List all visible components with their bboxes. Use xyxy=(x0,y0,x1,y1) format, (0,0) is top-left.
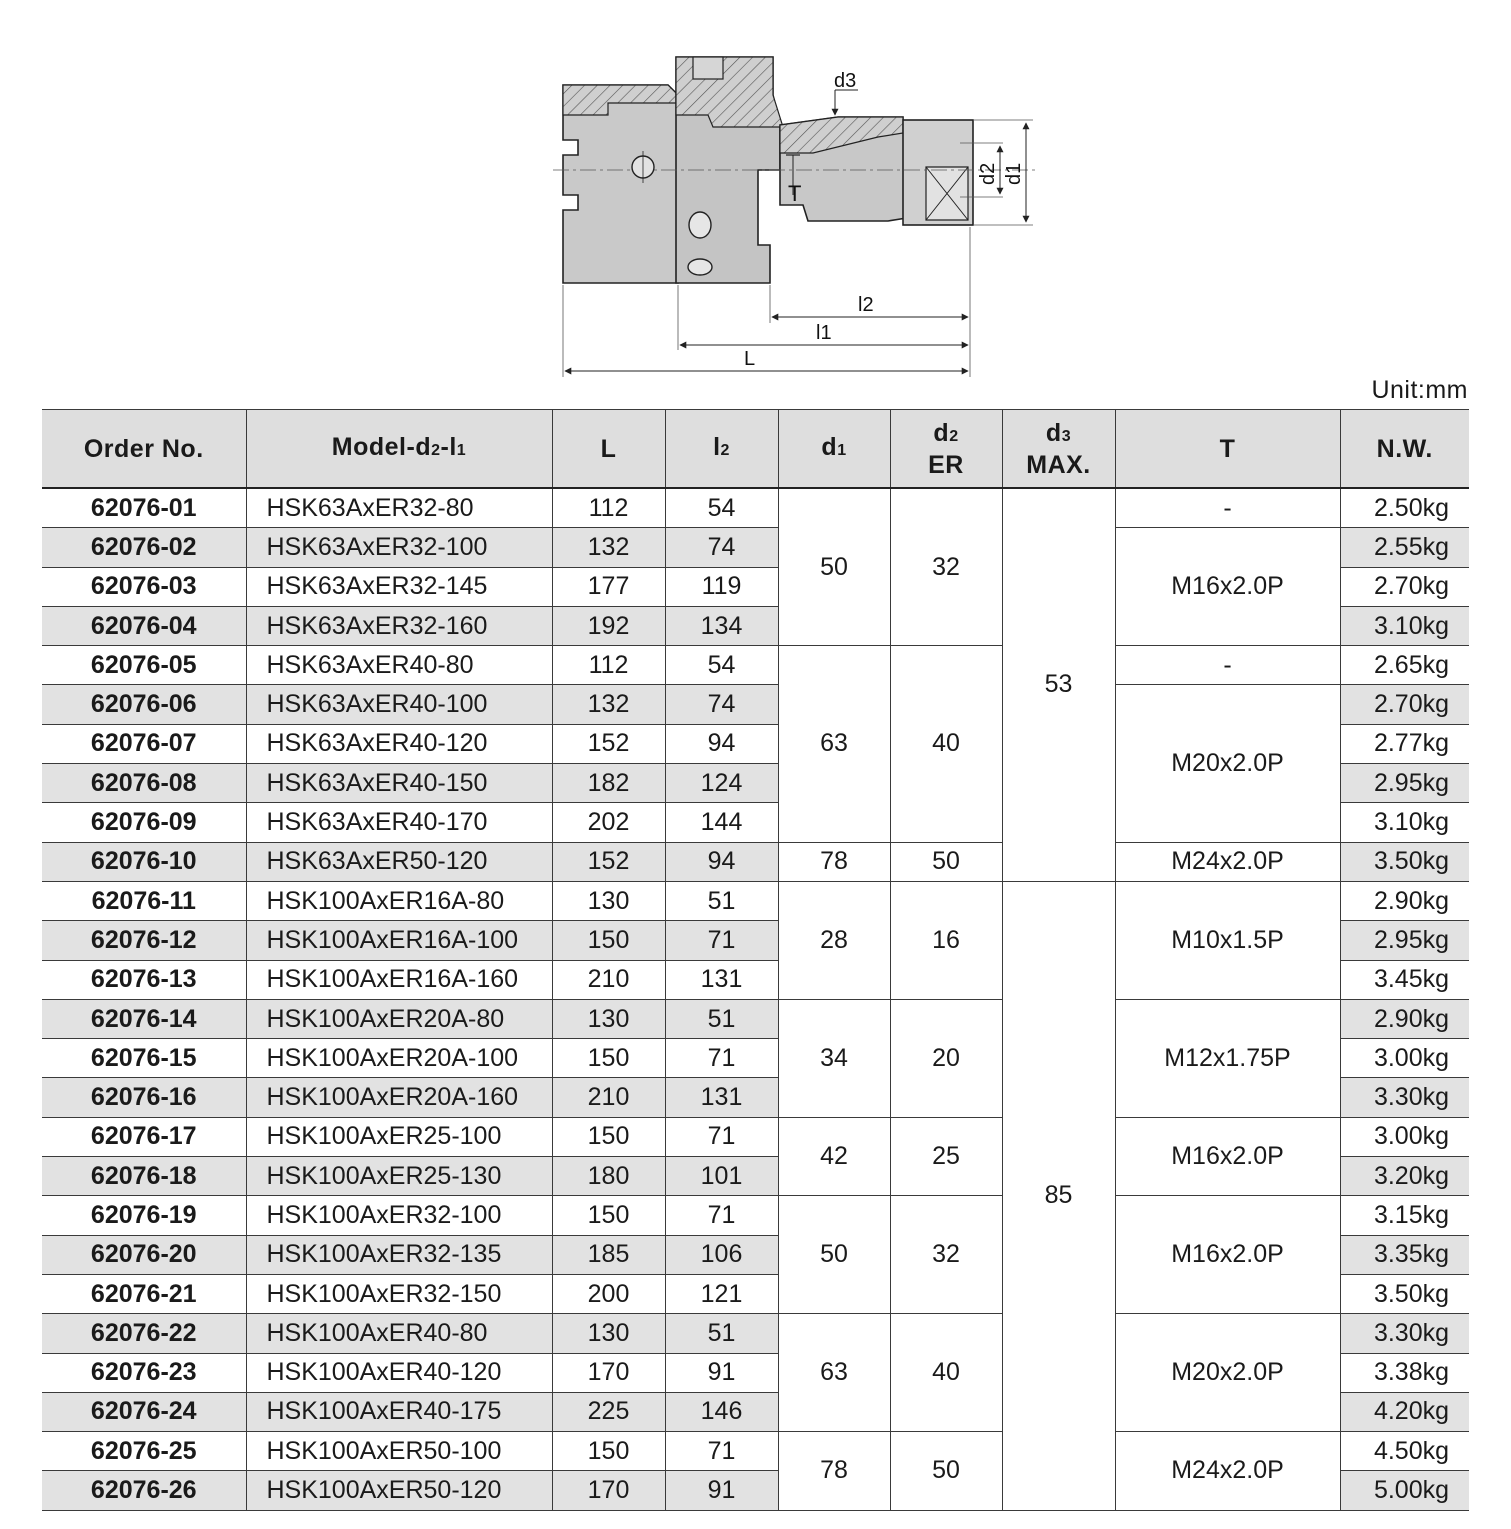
model-cell: HSK100AxER20A-80 xyxy=(246,999,552,1038)
d2-er-cell: 40 xyxy=(890,1314,1002,1432)
header-d3: d3 MAX. xyxy=(1002,410,1115,489)
l2-cell: 146 xyxy=(665,1392,778,1431)
header-l2: l2 xyxy=(665,410,778,489)
order-number-cell: 62076-08 xyxy=(42,764,246,803)
model-cell: HSK100AxER20A-160 xyxy=(246,1078,552,1117)
L-cell: 185 xyxy=(552,1235,665,1274)
L-cell: 170 xyxy=(552,1353,665,1392)
model-cell: HSK63AxER32-160 xyxy=(246,606,552,645)
L-cell: 130 xyxy=(552,999,665,1038)
model-cell: HSK63AxER40-120 xyxy=(246,724,552,763)
order-number-cell: 62076-19 xyxy=(42,1196,246,1235)
l2-cell: 91 xyxy=(665,1471,778,1510)
L-cell: 210 xyxy=(552,1078,665,1117)
table-header-row xyxy=(42,410,1469,489)
L-cell: 112 xyxy=(552,646,665,685)
l2-cell: 71 xyxy=(665,1432,778,1471)
l2-cell: 121 xyxy=(665,1274,778,1313)
net-weight-cell: 3.00kg xyxy=(1340,1039,1469,1078)
l2-cell: 131 xyxy=(665,960,778,999)
l2-cell: 71 xyxy=(665,1196,778,1235)
model-cell: HSK100AxER32-100 xyxy=(246,1196,552,1235)
header-model: Model-d2-l1 xyxy=(246,410,552,489)
model-cell: HSK100AxER50-120 xyxy=(246,1471,552,1510)
net-weight-cell: 3.30kg xyxy=(1340,1314,1469,1353)
order-number-cell: 62076-15 xyxy=(42,1039,246,1078)
order-number-cell: 62076-11 xyxy=(42,881,246,920)
thread-cell: M20x2.0P xyxy=(1115,1314,1340,1432)
net-weight-cell: 2.65kg xyxy=(1340,646,1469,685)
model-cell: HSK100AxER20A-100 xyxy=(246,1039,552,1078)
L-cell: 200 xyxy=(552,1274,665,1313)
model-cell: HSK63AxER40-100 xyxy=(246,685,552,724)
d3-max-cell: 85 xyxy=(1002,881,1115,1510)
table-row xyxy=(42,1117,1469,1156)
net-weight-cell: 2.55kg xyxy=(1340,528,1469,567)
L-cell: 150 xyxy=(552,1432,665,1471)
d1-cell: 34 xyxy=(778,999,890,1117)
L-cell: 152 xyxy=(552,842,665,881)
d1-cell: 63 xyxy=(778,1314,890,1432)
table-row xyxy=(42,646,1469,685)
L-cell: 152 xyxy=(552,724,665,763)
l2-cell: 131 xyxy=(665,1078,778,1117)
thread-cell: M16x2.0P xyxy=(1115,1196,1340,1314)
thread-cell: - xyxy=(1115,646,1340,685)
model-cell: HSK100AxER25-100 xyxy=(246,1117,552,1156)
l2-cell: 74 xyxy=(665,528,778,567)
model-cell: HSK100AxER16A-80 xyxy=(246,881,552,920)
order-number-cell: 62076-23 xyxy=(42,1353,246,1392)
L-cell: 150 xyxy=(552,921,665,960)
model-cell: HSK63AxER32-145 xyxy=(246,567,552,606)
l2-cell: 91 xyxy=(665,1353,778,1392)
thread-cell: M20x2.0P xyxy=(1115,685,1340,842)
order-number-cell: 62076-16 xyxy=(42,1078,246,1117)
thread-cell: M24x2.0P xyxy=(1115,1432,1340,1511)
L-cell: 132 xyxy=(552,685,665,724)
net-weight-cell: 3.50kg xyxy=(1340,842,1469,881)
d2-er-cell: 40 xyxy=(890,646,1002,842)
table-row xyxy=(42,488,1469,528)
model-cell: HSK63AxER32-80 xyxy=(246,488,552,528)
L-cell: 132 xyxy=(552,528,665,567)
table-row xyxy=(42,1314,1469,1353)
table-row xyxy=(42,685,1469,724)
l2-cell: 124 xyxy=(665,764,778,803)
net-weight-cell: 3.38kg xyxy=(1340,1353,1469,1392)
net-weight-cell: 4.50kg xyxy=(1340,1432,1469,1471)
model-cell: HSK100AxER25-130 xyxy=(246,1157,552,1196)
header-T: T xyxy=(1115,410,1340,489)
l2-cell: 119 xyxy=(665,567,778,606)
d1-cell: 78 xyxy=(778,842,890,881)
l2-cell: 71 xyxy=(665,921,778,960)
drawing-label-T: T xyxy=(788,181,802,206)
net-weight-cell: 3.30kg xyxy=(1340,1078,1469,1117)
drawing-label-L: L xyxy=(744,348,756,370)
l2-cell: 54 xyxy=(665,646,778,685)
L-cell: 210 xyxy=(552,960,665,999)
table-row xyxy=(42,999,1469,1038)
net-weight-cell: 3.20kg xyxy=(1340,1157,1469,1196)
order-number-cell: 62076-13 xyxy=(42,960,246,999)
l2-cell: 101 xyxy=(665,1157,778,1196)
d3-max-cell: 53 xyxy=(1002,488,1115,881)
L-cell: 182 xyxy=(552,764,665,803)
order-number-cell: 62076-26 xyxy=(42,1471,246,1510)
L-cell: 202 xyxy=(552,803,665,842)
net-weight-cell: 2.90kg xyxy=(1340,881,1469,920)
model-cell: HSK100AxER32-135 xyxy=(246,1235,552,1274)
net-weight-cell: 3.10kg xyxy=(1340,803,1469,842)
l2-cell: 51 xyxy=(665,1314,778,1353)
net-weight-cell: 2.95kg xyxy=(1340,921,1469,960)
order-number-cell: 62076-20 xyxy=(42,1235,246,1274)
thread-cell: M24x2.0P xyxy=(1115,842,1340,881)
order-number-cell: 62076-18 xyxy=(42,1157,246,1196)
l2-cell: 134 xyxy=(665,606,778,645)
order-number-cell: 62076-01 xyxy=(42,488,246,528)
d2-er-cell: 20 xyxy=(890,999,1002,1117)
spec-table xyxy=(42,409,1469,1511)
order-number-cell: 62076-24 xyxy=(42,1392,246,1431)
order-number-cell: 62076-12 xyxy=(42,921,246,960)
header-order-no: Order No. xyxy=(42,410,246,489)
order-number-cell: 62076-14 xyxy=(42,999,246,1038)
net-weight-cell: 3.45kg xyxy=(1340,960,1469,999)
net-weight-cell: 2.95kg xyxy=(1340,764,1469,803)
model-cell: HSK63AxER40-150 xyxy=(246,764,552,803)
table-row xyxy=(42,1196,1469,1235)
d1-cell: 50 xyxy=(778,1196,890,1314)
l2-cell: 54 xyxy=(665,488,778,528)
order-number-cell: 62076-06 xyxy=(42,685,246,724)
net-weight-cell: 2.70kg xyxy=(1340,567,1469,606)
table-row xyxy=(42,1432,1469,1471)
net-weight-cell: 5.00kg xyxy=(1340,1471,1469,1510)
d1-cell: 50 xyxy=(778,488,890,646)
d1-cell: 78 xyxy=(778,1432,890,1511)
order-number-cell: 62076-25 xyxy=(42,1432,246,1471)
thread-cell: M16x2.0P xyxy=(1115,528,1340,646)
model-cell: HSK63AxER40-170 xyxy=(246,803,552,842)
d2-er-cell: 50 xyxy=(890,842,1002,881)
table-row xyxy=(42,842,1469,881)
model-cell: HSK63AxER40-80 xyxy=(246,646,552,685)
model-cell: HSK100AxER40-175 xyxy=(246,1392,552,1431)
l2-cell: 74 xyxy=(665,685,778,724)
l2-cell: 51 xyxy=(665,881,778,920)
order-number-cell: 62076-03 xyxy=(42,567,246,606)
thread-cell: M16x2.0P xyxy=(1115,1117,1340,1196)
drawing-label-d2: d2 xyxy=(977,162,999,185)
d1-cell: 63 xyxy=(778,646,890,842)
model-cell: HSK100AxER32-150 xyxy=(246,1274,552,1313)
L-cell: 192 xyxy=(552,606,665,645)
model-cell: HSK63AxER50-120 xyxy=(246,842,552,881)
order-number-cell: 62076-22 xyxy=(42,1314,246,1353)
net-weight-cell: 3.35kg xyxy=(1340,1235,1469,1274)
net-weight-cell: 3.00kg xyxy=(1340,1117,1469,1156)
L-cell: 130 xyxy=(552,881,665,920)
d1-cell: 42 xyxy=(778,1117,890,1196)
tool-holder-drawing xyxy=(548,45,1048,385)
header-L: L xyxy=(552,410,665,489)
header-d2: d2 ER xyxy=(890,410,1002,489)
net-weight-cell: 3.15kg xyxy=(1340,1196,1469,1235)
net-weight-cell: 3.10kg xyxy=(1340,606,1469,645)
model-cell: HSK63AxER32-100 xyxy=(246,528,552,567)
L-cell: 180 xyxy=(552,1157,665,1196)
l2-cell: 94 xyxy=(665,842,778,881)
order-number-cell: 62076-10 xyxy=(42,842,246,881)
order-number-cell: 62076-07 xyxy=(42,724,246,763)
L-cell: 177 xyxy=(552,567,665,606)
net-weight-cell: 3.50kg xyxy=(1340,1274,1469,1313)
order-number-cell: 62076-17 xyxy=(42,1117,246,1156)
d2-er-cell: 25 xyxy=(890,1117,1002,1196)
L-cell: 225 xyxy=(552,1392,665,1431)
L-cell: 150 xyxy=(552,1196,665,1235)
l2-cell: 71 xyxy=(665,1117,778,1156)
model-cell: HSK100AxER16A-100 xyxy=(246,921,552,960)
drawing-label-d1: d1 xyxy=(1003,162,1025,185)
l2-cell: 144 xyxy=(665,803,778,842)
table-row xyxy=(42,881,1469,920)
l2-cell: 51 xyxy=(665,999,778,1038)
net-weight-cell: 2.50kg xyxy=(1340,488,1469,528)
L-cell: 150 xyxy=(552,1039,665,1078)
L-cell: 170 xyxy=(552,1471,665,1510)
order-number-cell: 62076-09 xyxy=(42,803,246,842)
d1-cell: 28 xyxy=(778,881,890,999)
d2-er-cell: 32 xyxy=(890,488,1002,646)
order-number-cell: 62076-05 xyxy=(42,646,246,685)
L-cell: 150 xyxy=(552,1117,665,1156)
L-cell: 112 xyxy=(552,488,665,528)
model-cell: HSK100AxER50-100 xyxy=(246,1432,552,1471)
model-cell: HSK100AxER16A-160 xyxy=(246,960,552,999)
drawing-label-d3: d3 xyxy=(834,70,857,92)
order-number-cell: 62076-02 xyxy=(42,528,246,567)
order-number-cell: 62076-04 xyxy=(42,606,246,645)
drawing-label-l1: l1 xyxy=(816,322,832,344)
thread-cell: M10x1.5P xyxy=(1115,881,1340,999)
header-nw: N.W. xyxy=(1340,410,1469,489)
net-weight-cell: 4.20kg xyxy=(1340,1392,1469,1431)
thread-cell: M12x1.75P xyxy=(1115,999,1340,1117)
net-weight-cell: 2.77kg xyxy=(1340,724,1469,763)
header-d1: d1 xyxy=(778,410,890,489)
net-weight-cell: 2.90kg xyxy=(1340,999,1469,1038)
thread-cell: - xyxy=(1115,488,1340,528)
d2-er-cell: 16 xyxy=(890,881,1002,999)
unit-label: Unit:mm xyxy=(1371,376,1468,404)
model-cell: HSK100AxER40-80 xyxy=(246,1314,552,1353)
l2-cell: 106 xyxy=(665,1235,778,1274)
order-number-cell: 62076-21 xyxy=(42,1274,246,1313)
net-weight-cell: 2.70kg xyxy=(1340,685,1469,724)
drawing-label-l2: l2 xyxy=(858,294,874,316)
L-cell: 130 xyxy=(552,1314,665,1353)
d2-er-cell: 32 xyxy=(890,1196,1002,1314)
model-cell: HSK100AxER40-120 xyxy=(246,1353,552,1392)
table-body xyxy=(42,488,1469,1510)
table-row xyxy=(42,528,1469,567)
l2-cell: 71 xyxy=(665,1039,778,1078)
l2-cell: 94 xyxy=(665,724,778,763)
d2-er-cell: 50 xyxy=(890,1432,1002,1511)
